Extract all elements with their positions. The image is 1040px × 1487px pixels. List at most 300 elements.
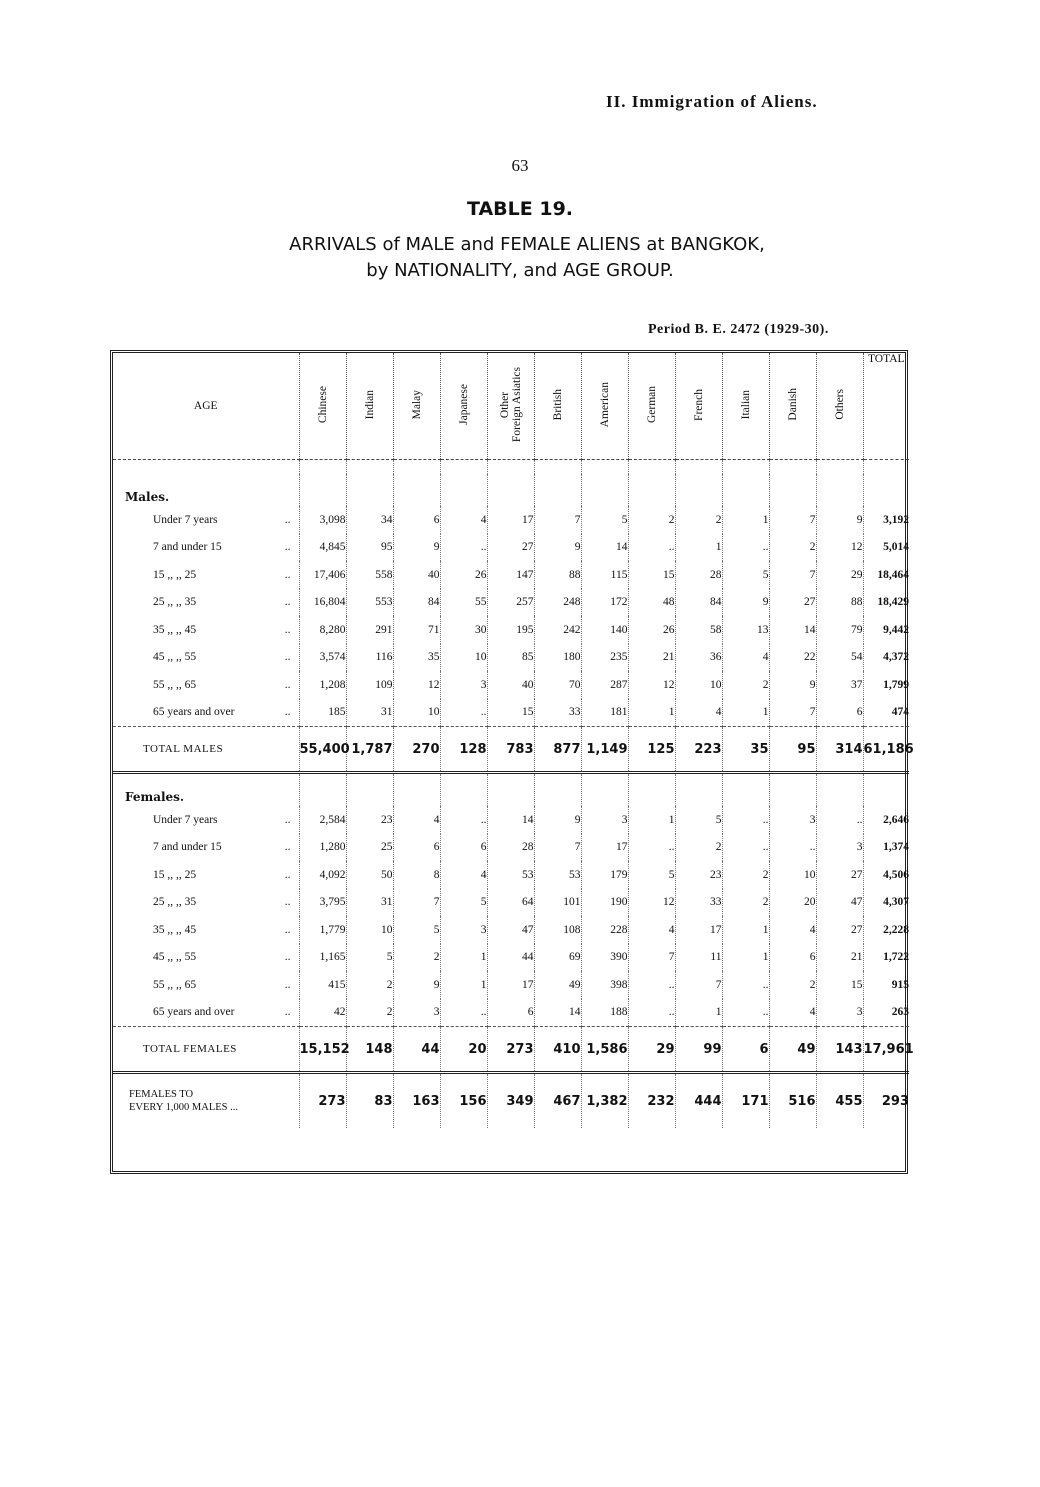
empty-cell [299,773,346,807]
value-cell: 29 [816,561,863,589]
column-header-nationality [534,353,581,460]
value-cell: 70 [534,671,581,699]
row-total-cell: 1,374 [863,834,909,862]
value-cell: 53 [534,861,581,889]
value-cell: 2 [675,834,722,862]
row-total-cell: 915 [863,971,909,999]
value-cell: 4,845 [299,534,346,562]
empty-cell [769,773,816,807]
column-header-nationality [816,353,863,460]
grand-total-cell: 17,961 [863,1027,909,1073]
value-cell: 1 [722,699,769,727]
age-group-cell [113,589,299,617]
ratio-value-cell: 156 [440,1073,487,1129]
leader-dots: .. [284,813,291,826]
leader-dots: .. [284,951,291,964]
value-cell: .. [628,534,675,562]
value-cell: 4 [440,861,487,889]
age-group-cell [113,806,299,834]
value-cell: 5 [346,944,393,972]
value-cell: 108 [534,916,581,944]
value-cell: 6 [816,699,863,727]
table-row [113,589,909,617]
subtitle-line-2: by NATIONALITY, and AGE GROUP. [366,260,674,281]
total-row [113,1027,909,1073]
value-cell: 248 [534,589,581,617]
value-cell: 3 [769,806,816,834]
empty-cell [440,474,487,506]
column-header-nationality [769,353,816,460]
value-cell: .. [722,999,769,1027]
value-cell: 28 [487,834,534,862]
value-cell: 71 [393,616,440,644]
column-header-label: Others [833,389,846,420]
value-cell: 17 [487,506,534,534]
column-header-label: Chinese [316,385,329,424]
column-header-label: American [598,381,611,428]
age-group-cell [113,999,299,1027]
value-cell: 26 [628,616,675,644]
value-cell: 64 [487,889,534,917]
leader-dots: .. [284,568,291,581]
empty-cell [581,474,628,506]
age-group-label: 45 ,, ,, 55 [153,951,197,964]
value-cell: 4,092 [299,861,346,889]
ratio-value-cell: 163 [393,1073,440,1129]
empty-cell [346,474,393,506]
table-title: TABLE 19. [466,198,574,220]
age-group-cell [113,671,299,699]
value-cell: 2 [628,506,675,534]
total-value-cell: 49 [769,1027,816,1073]
empty-cell [393,474,440,506]
value-cell: 50 [346,861,393,889]
total-value-cell: 314 [816,727,863,773]
ratio-total-cell: 293 [863,1073,909,1129]
column-header-nationality [487,353,534,460]
value-cell: 15 [487,699,534,727]
value-cell: 116 [346,644,393,672]
value-cell: 140 [581,616,628,644]
value-cell: 235 [581,644,628,672]
row-total-cell: 4,506 [863,861,909,889]
empty-cell [534,773,581,807]
total-value-cell: 125 [628,727,675,773]
total-value-cell: 148 [346,1027,393,1073]
value-cell: 31 [346,699,393,727]
row-total-cell: 9,442 [863,616,909,644]
value-cell: 3 [440,671,487,699]
total-value-cell: 877 [534,727,581,773]
value-cell: 5 [440,889,487,917]
value-cell: 20 [769,889,816,917]
age-group-label: 55 ,, ,, 65 [153,978,197,991]
row-total-cell: 18,464 [863,561,909,589]
total-value-cell: 273 [487,1027,534,1073]
empty-cell [675,474,722,506]
table-row [113,999,909,1027]
value-cell: 7 [675,971,722,999]
value-cell: 3 [816,999,863,1027]
empty-cell [487,773,534,807]
leader-dots: .. [284,651,291,664]
column-header-label: British [551,388,564,421]
value-cell: 2 [769,534,816,562]
running-title: II. Immigration of Aliens. [606,92,818,111]
value-cell: 22 [769,644,816,672]
value-cell: 48 [628,589,675,617]
value-cell: 27 [487,534,534,562]
total-label: TOTAL FEMALES [113,1027,299,1073]
age-group-cell [113,506,299,534]
age-group-cell [113,534,299,562]
age-group-label: Under 7 years [153,813,218,826]
value-cell: 6 [393,834,440,862]
total-value-cell: 1,787 [346,727,393,773]
value-cell: .. [816,806,863,834]
value-cell: 188 [581,999,628,1027]
value-cell: 7 [534,834,581,862]
value-cell: 10 [440,644,487,672]
value-cell: 2 [722,889,769,917]
total-value-cell: 410 [534,1027,581,1073]
value-cell: 9 [393,971,440,999]
value-cell: .. [769,834,816,862]
ratio-value-cell: 467 [534,1073,581,1129]
value-cell: 4 [769,916,816,944]
age-group-label: 45 ,, ,, 55 [153,651,197,664]
value-cell: 2,584 [299,806,346,834]
value-cell: 7 [769,561,816,589]
empty-cell [675,773,722,807]
value-cell: 181 [581,699,628,727]
leader-dots: .. [284,923,291,936]
total-value-cell: 99 [675,1027,722,1073]
empty-cell [299,474,346,506]
spacer-cell [628,460,675,475]
value-cell: .. [440,699,487,727]
age-group-label: Under 7 years [153,513,218,526]
section-label: Females. [125,790,185,804]
value-cell: 23 [675,861,722,889]
value-cell: .. [722,971,769,999]
value-cell: 11 [675,944,722,972]
value-cell: 58 [675,616,722,644]
value-cell: 27 [816,916,863,944]
ratio-value-cell: 273 [299,1073,346,1129]
total-value-cell: 29 [628,1027,675,1073]
value-cell: 14 [487,806,534,834]
age-group-cell [113,699,299,727]
empty-cell [393,773,440,807]
value-cell: .. [722,834,769,862]
value-cell: 17 [581,834,628,862]
column-header-row [113,353,909,460]
value-cell: 25 [346,834,393,862]
column-header-nationality [581,353,628,460]
value-cell: 4 [675,699,722,727]
column-header-label: Danish [786,388,799,421]
arrivals-table [113,353,914,1128]
value-cell: 33 [675,889,722,917]
leader-dots: .. [284,841,291,854]
value-cell: 1 [722,506,769,534]
row-total-cell: 3,192 [863,506,909,534]
column-header-nationality [628,353,675,460]
total-value-cell: 20 [440,1027,487,1073]
value-cell: 4 [722,644,769,672]
value-cell: 85 [487,644,534,672]
value-cell: .. [440,534,487,562]
value-cell: 3 [581,806,628,834]
value-cell: 95 [346,534,393,562]
value-cell: 7 [769,506,816,534]
value-cell: 2 [346,999,393,1027]
empty-cell [863,773,909,807]
spacer-cell [393,460,440,475]
total-value-cell: 223 [675,727,722,773]
value-cell: 415 [299,971,346,999]
value-cell: 398 [581,971,628,999]
value-cell: 9 [722,589,769,617]
spacer-cell [346,460,393,475]
value-cell: 6 [440,834,487,862]
value-cell: 1,208 [299,671,346,699]
row-total-cell: 5,014 [863,534,909,562]
age-group-cell [113,889,299,917]
row-total-cell: 1,722 [863,944,909,972]
spacer-cell [863,460,909,475]
value-cell: 6 [393,506,440,534]
value-cell: 6 [769,944,816,972]
spacer-cell [769,460,816,475]
value-cell: .. [440,999,487,1027]
total-value-cell: 55,400 [299,727,346,773]
value-cell: .. [722,806,769,834]
column-header-nationality [299,353,346,460]
value-cell: 2 [675,506,722,534]
ratio-value-cell: 444 [675,1073,722,1129]
value-cell: 14 [534,999,581,1027]
ratio-value-cell: 171 [722,1073,769,1129]
value-cell: 54 [816,644,863,672]
table-row [113,916,909,944]
value-cell: 558 [346,561,393,589]
value-cell: 37 [816,671,863,699]
period-note: Period B. E. 2472 (1929-30). [648,322,829,337]
value-cell: 9 [534,534,581,562]
value-cell: 1 [628,699,675,727]
leader-dots: .. [284,868,291,881]
age-group-cell [113,971,299,999]
value-cell: 34 [346,506,393,534]
value-cell: 53 [487,861,534,889]
age-group-cell [113,916,299,944]
table-row [113,889,909,917]
page-number: 63 [511,156,529,175]
empty-cell [816,773,863,807]
table-row [113,506,909,534]
value-cell: 9 [769,671,816,699]
value-cell: .. [628,971,675,999]
value-cell: 47 [487,916,534,944]
value-cell: 3 [816,834,863,862]
row-total-cell: 18,429 [863,589,909,617]
empty-cell [534,474,581,506]
value-cell: 147 [487,561,534,589]
value-cell: 9 [393,534,440,562]
value-cell: 6 [487,999,534,1027]
empty-cell [628,773,675,807]
table-row [113,644,909,672]
value-cell: 10 [393,699,440,727]
value-cell: 3,098 [299,506,346,534]
age-group-cell [113,861,299,889]
leader-dots: .. [284,978,291,991]
spacer-cell [581,460,628,475]
table-row [113,944,909,972]
ratio-label-line-2: EVERY 1,000 MALES ... [129,1102,238,1113]
age-group-label: 55 ,, ,, 65 [153,678,197,691]
value-cell: 4 [769,999,816,1027]
row-total-cell: 2,646 [863,806,909,834]
age-group-cell [113,644,299,672]
total-value-cell: 6 [722,1027,769,1073]
empty-cell [628,474,675,506]
spacer-cell [722,460,769,475]
value-cell: 1,165 [299,944,346,972]
leader-dots: .. [284,541,291,554]
ratio-value-cell: 232 [628,1073,675,1129]
arrivals-table-frame [110,350,914,1174]
row-total-cell: 474 [863,699,909,727]
value-cell: 88 [816,589,863,617]
total-value-cell: 1,586 [581,1027,628,1073]
value-cell: 172 [581,589,628,617]
value-cell: 15 [628,561,675,589]
value-cell: 2 [346,971,393,999]
empty-cell [346,773,393,807]
value-cell: 1 [675,999,722,1027]
table-row [113,616,909,644]
value-cell: 5 [675,806,722,834]
value-cell: 12 [628,671,675,699]
value-cell: 14 [769,616,816,644]
empty-cell [816,474,863,506]
value-cell: 47 [816,889,863,917]
ratio-row [113,1073,909,1129]
value-cell: 40 [393,561,440,589]
value-cell: 17,406 [299,561,346,589]
value-cell: 553 [346,589,393,617]
value-cell: 10 [769,861,816,889]
value-cell: 7 [393,889,440,917]
table-subtitle [0,232,1040,284]
ratio-label-line-1: FEMALES TO [129,1089,194,1100]
total-value-cell: 15,152 [299,1027,346,1073]
column-header-label: German [645,385,658,424]
age-group-label: 65 years and over [153,1006,235,1019]
age-group-cell [113,561,299,589]
value-cell: .. [722,534,769,562]
value-cell: 84 [675,589,722,617]
row-total-cell: 4,307 [863,889,909,917]
value-cell: 287 [581,671,628,699]
empty-cell [440,773,487,807]
leader-dots: .. [284,1006,291,1019]
value-cell: 2 [769,971,816,999]
table-row [113,699,909,727]
value-cell: 1,280 [299,834,346,862]
total-value-cell: 95 [769,727,816,773]
value-cell: 8 [393,861,440,889]
value-cell: 101 [534,889,581,917]
total-value-cell: 270 [393,727,440,773]
grand-total-cell: 61,186 [863,727,909,773]
column-header-label: Japanese [457,384,470,425]
spacer-cell [534,460,581,475]
ratio-value-cell: 1,382 [581,1073,628,1129]
total-value-cell: 35 [722,727,769,773]
ratio-value-cell: 516 [769,1073,816,1129]
table-row [113,806,909,834]
value-cell: 23 [346,806,393,834]
value-cell: 7 [769,699,816,727]
column-header-total: TOTAL [863,353,909,460]
value-cell: 1 [722,944,769,972]
value-cell: 26 [440,561,487,589]
value-cell: 36 [675,644,722,672]
column-header-label: Malay [410,389,423,420]
empty-cell [487,474,534,506]
value-cell: 2 [722,861,769,889]
value-cell: 2 [722,671,769,699]
value-cell: 180 [534,644,581,672]
column-header-label: French [692,388,705,421]
value-cell: 179 [581,861,628,889]
table-row [113,561,909,589]
value-cell: 27 [816,861,863,889]
value-cell: 10 [675,671,722,699]
table-row [113,971,909,999]
value-cell: 42 [299,999,346,1027]
total-value-cell: 143 [816,1027,863,1073]
value-cell: 257 [487,589,534,617]
value-cell: .. [628,834,675,862]
age-group-cell [113,834,299,862]
value-cell: .. [628,999,675,1027]
value-cell: 228 [581,916,628,944]
value-cell: 5 [628,861,675,889]
age-group-cell [113,616,299,644]
ratio-value-cell: 349 [487,1073,534,1129]
row-total-cell: 1,799 [863,671,909,699]
value-cell: 115 [581,561,628,589]
leader-dots: .. [284,623,291,636]
column-header-label: Italian [739,389,752,420]
value-cell: 69 [534,944,581,972]
value-cell: 17 [675,916,722,944]
value-cell: 49 [534,971,581,999]
subtitle-line-1: ARRIVALS of MALE and FEMALE ALIENS at BANGKOK, [289,234,765,255]
age-group-label: 7 and under 15 [153,541,222,554]
column-header-nationality [440,353,487,460]
spacer-cell [299,460,346,475]
table-row [113,834,909,862]
value-cell: 40 [487,671,534,699]
leader-dots: .. [284,896,291,909]
value-cell: 12 [393,671,440,699]
